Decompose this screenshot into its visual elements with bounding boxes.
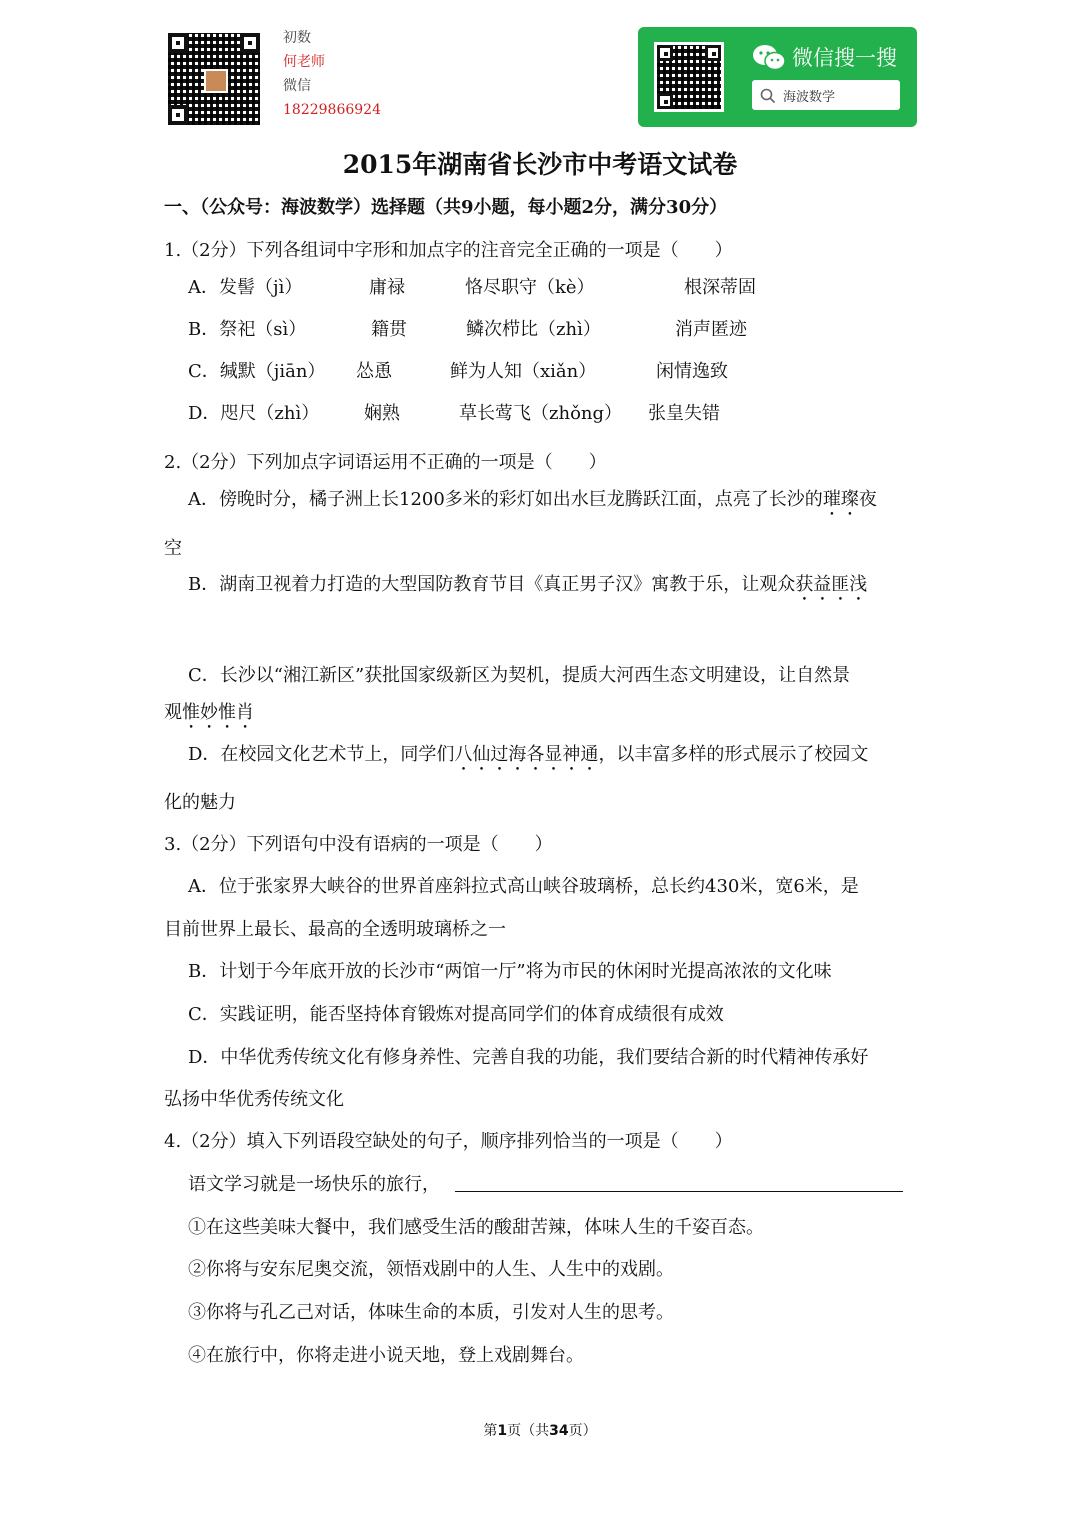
q3-option-d: D．中华优秀传统文化有修身养性、完善自我的功能，我们要结合新的时代精神传承好 (188, 1047, 869, 1068)
q2-d-text: D．在校园文化艺术节上，同学们 (188, 744, 455, 765)
q3-option-c: C．实践证明，能否坚持体育锻炼对提高同学们的体育成绩很有成效 (188, 1004, 724, 1025)
qr-code (168, 33, 260, 125)
q1-c-col4: 闲情逸致 (656, 361, 728, 382)
q1-c-col2: 怂恿 (356, 361, 392, 382)
footer-page: 1 (497, 1423, 508, 1439)
q1-a-col1: A．发髻（jì） (188, 277, 303, 298)
q1-b-col1: B．祭祀（sì） (188, 319, 307, 340)
q2-d-dotted: 八仙过海各显神通 (454, 744, 599, 765)
q4-stem: 4.（2分）填入下列语段空缺处的句子，顺序排列恰当的一项是（ ） (164, 1131, 733, 1152)
q4-item-1: ①在这些美味大餐中，我们感受生活的酸甜苦辣，体味人生的千姿百态。 (188, 1217, 764, 1238)
footer-mid: 页（共 (507, 1423, 550, 1439)
q4-item-3: ③你将与孔乙己对话，体味生命的本质，引发对人生的思考。 (188, 1302, 674, 1323)
q2-option-d (188, 744, 868, 775)
q1-c-col1: C．缄默（jiān） (188, 361, 326, 382)
contact-name: 何老师 (283, 54, 325, 70)
qr-avatar (204, 69, 228, 93)
q3-option-d-cont: 弘扬中华优秀传统文化 (164, 1089, 344, 1110)
page-title: 2015年湖南省长沙市中考语文试卷 (342, 150, 738, 179)
contact-label-1: 初数 (283, 30, 311, 46)
q3-option-a-cont: 目前世界上最长、最高的全透明玻璃桥之一 (164, 919, 506, 940)
wechat-search-query: 海波数学 (783, 90, 836, 105)
q2-option-c: C．长沙以“湘江新区”获批国家级新区为契机，提质大河西生态文明建设，让自然景 (188, 665, 851, 686)
q2-c-text: 观 (164, 702, 182, 723)
q2-c-dotted: 惟妙惟肖 (182, 702, 254, 723)
q4-item-4: ④在旅行中，你将走进小说天地，登上戏剧舞台。 (188, 1345, 584, 1366)
q1-c-col3: 鲜为人知（xiǎn） (450, 361, 597, 382)
search-icon (760, 88, 776, 104)
q2-option-a-cont: 空 (164, 538, 182, 559)
q2-option-d-cont: 化的魅力 (164, 792, 236, 813)
q2-option-c-cont (164, 702, 254, 733)
q1-d-col1: D．咫尺（zhì） (188, 403, 320, 424)
q3-stem: 3.（2分）下列语句中没有语病的一项是（ ） (164, 834, 553, 855)
q3-option-b: B．计划于今年底开放的长沙市“两馆一厅”将为市民的休闲时光提高浓浓的文化味 (188, 961, 832, 982)
q2-a-end: 夜 (858, 489, 877, 510)
q1-d-col4: 张皇失错 (648, 403, 720, 424)
wechat-search-box[interactable] (752, 80, 900, 110)
q2-d-end: ，以丰富多样的形式展示了校园文 (598, 744, 869, 765)
q1-b-col4: 消声匿迹 (675, 319, 747, 340)
q1-a-col2: 庸禄 (369, 277, 405, 298)
q1-stem: 1.（2分）下列各组词中字形和加点字的注音完全正确的一项是（ ） (164, 240, 733, 261)
q2-a-text: A．傍晚时分，橘子洲上长1200多米的彩灯如出水巨龙腾跃江面，点亮了长沙的 (188, 489, 823, 510)
section-heading: 一、（公众号：海波数学）选择题（共9小题，每小题2分，满分30分） (164, 197, 728, 218)
q1-a-col4: 根深蒂固 (684, 277, 756, 298)
q3-option-a: A．位于张家界大峡谷的世界首座斜拉式高山峡谷玻璃桥，总长约430米，宽6米，是 (188, 876, 859, 897)
q1-a-col3: 恪尽职守（kè） (465, 277, 595, 298)
q2-option-a (188, 489, 877, 520)
q1-b-col2: 籍贯 (371, 319, 407, 340)
q4-answer-blank (455, 1191, 903, 1192)
q2-stem: 2.（2分）下列加点字词语运用不正确的一项是（ ） (164, 452, 607, 473)
footer-post: 页） (568, 1423, 597, 1439)
q4-lead: 语文学习就是一场快乐的旅行， (188, 1174, 440, 1195)
footer-pre: 第 (483, 1423, 498, 1439)
q4-item-2: ②你将与安东尼奥交流，领悟戏剧中的人生、人生中的戏剧。 (188, 1259, 674, 1280)
contact-phone: 18229866924 (283, 102, 381, 118)
wechat-search-title: 微信搜一搜 (792, 46, 897, 70)
q1-d-col3: 草长莺飞（zhǒng） (459, 403, 623, 424)
q2-b-text: B．湖南卫视着力打造的大型国防教育节目《真正男子汉》寓教于乐，让观众 (188, 574, 796, 595)
contact-label-2: 微信 (283, 78, 311, 94)
page-footer (0, 1420, 1080, 1440)
q1-d-col2: 娴熟 (364, 403, 400, 424)
q2-b-dotted: 获益匪浅 (795, 574, 868, 595)
q1-b-col3: 鳞次栉比（zhì） (466, 319, 601, 340)
q2-a-dotted: 璀璨 (822, 489, 859, 510)
wechat-logo-icon (752, 44, 786, 72)
footer-total: 34 (549, 1423, 569, 1439)
wechat-qr-code (654, 42, 724, 112)
q2-option-b (188, 574, 867, 605)
